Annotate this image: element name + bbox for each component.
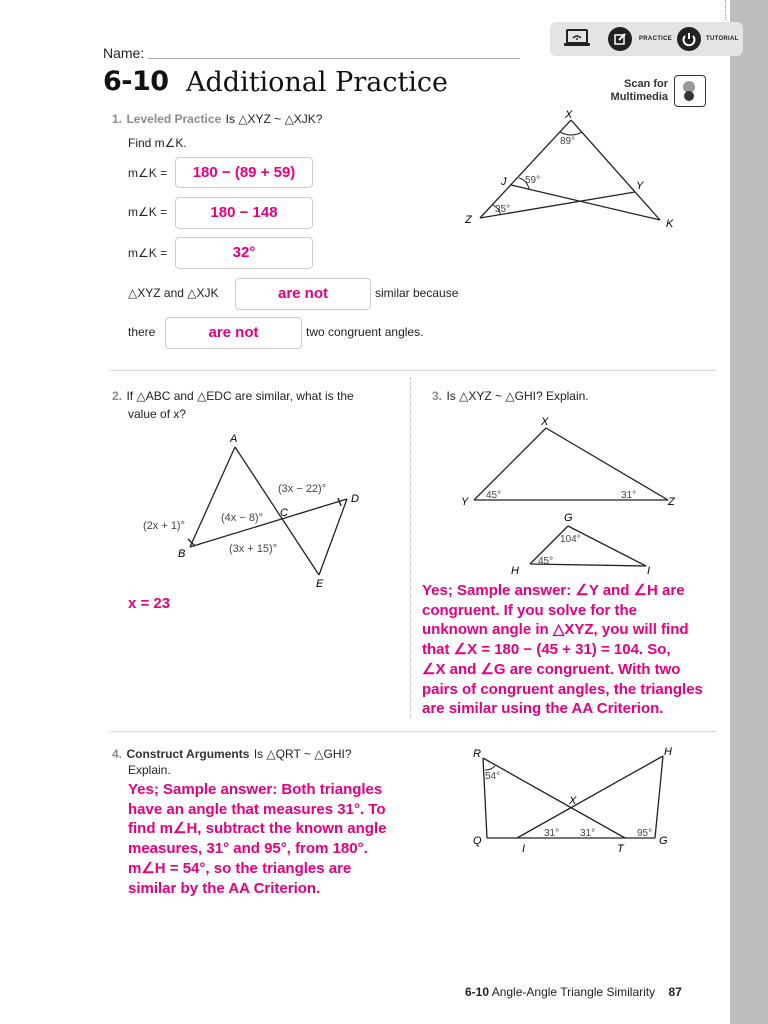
q3-label-i: I <box>647 565 651 577</box>
q3-answer-line-5: ∠X and ∠G are congruent. With two <box>422 660 681 678</box>
q3-prompt <box>432 387 589 405</box>
page-footer <box>465 985 682 999</box>
q2-answer: x = 23 <box>128 595 171 612</box>
q4-answer-line-6: similar by the AA Criterion. <box>128 879 321 897</box>
q4-prompt-text: Is △QRT ~ △GHI? <box>253 747 352 761</box>
q1-find: Find m∠K. <box>128 136 187 150</box>
q4-number: 4. <box>112 747 123 761</box>
q4-answer <box>128 780 428 898</box>
q2-prompt-line1: If △ABC and △EDC are similar, what is the <box>126 389 354 403</box>
q3-answer <box>422 581 727 719</box>
q3-answer-line-2: congruent. If you solve for the <box>422 601 638 619</box>
q3-answer-line-1: Yes; Sample answer: ∠Y and ∠H are <box>422 582 685 599</box>
q3-label-g: G <box>564 512 573 524</box>
q2-label-d: D <box>351 493 359 505</box>
q4-label-g: G <box>659 835 668 847</box>
q4-figure <box>465 740 695 860</box>
q1-sentence2-answer[interactable]: are not <box>165 317 302 349</box>
q4-label-t: T <box>617 843 624 855</box>
q1-sentence1-answer[interactable]: are not <box>235 278 371 310</box>
practice-pencil-icon[interactable] <box>608 27 632 51</box>
divider-2 <box>110 731 715 732</box>
q1-sentence1-post: similar because <box>375 286 459 300</box>
q3-label-x: X <box>541 416 549 428</box>
q3-label-h: H <box>511 565 519 577</box>
scan-line-1: Scan for <box>623 78 668 90</box>
q1-label-x: X <box>565 109 573 121</box>
q2-expr-4x-8: (4x − 8)° <box>221 512 263 524</box>
q1-sentence2-post: two congruent angles. <box>306 325 424 339</box>
name-line[interactable] <box>148 58 520 59</box>
tutorial-power-icon[interactable] <box>677 27 701 51</box>
q3-label-z: Z <box>668 496 675 508</box>
q2-expr-2x+1: (2x + 1)° <box>143 520 185 532</box>
q3-figure <box>440 410 700 580</box>
page-edge <box>730 0 768 1024</box>
q2-prompt <box>112 387 402 423</box>
scan-line-2: Multimedia <box>610 91 668 103</box>
footer-lesson: 6-10 <box>465 985 490 999</box>
q1-row-label-2: m∠K = <box>128 205 168 219</box>
q4-angle-95: 95° <box>637 828 653 839</box>
lesson-number: 6-10 <box>103 66 169 97</box>
q1-answer-1[interactable]: 180 − (89 + 59) <box>175 157 313 188</box>
q2-prompt-line2: value of x? <box>128 407 187 421</box>
q3-number: 3. <box>432 389 443 403</box>
q1-figure <box>455 100 695 235</box>
q1-lead: Leveled Practice <box>126 112 222 126</box>
q4-answer-line-5: m∠H = 54°, so the triangles are <box>128 859 352 877</box>
divider-vertical <box>410 378 411 718</box>
q2-expr-3x-22: (3x − 22)° <box>278 483 327 495</box>
q2-label-a: A <box>230 433 238 445</box>
q2-label-e: E <box>316 578 324 590</box>
q3-answer-line-3: unknown angle in △XYZ, you will find <box>422 621 689 639</box>
q4-label-r: R <box>473 748 481 760</box>
q1-sentence2-pre: there <box>128 325 156 339</box>
q4-angle-54: 54° <box>485 771 501 782</box>
q1-label-k: K <box>666 218 674 230</box>
q3-answer-line-7: are similar using the AA Criterion. <box>422 700 664 718</box>
tutorial-label[interactable]: TUTORIAL <box>706 36 739 42</box>
q3-angle-45b: 45° <box>538 556 554 567</box>
q1-row-label-3: m∠K = <box>128 246 168 260</box>
q1-sentence1-pre: △XYZ and △XJK <box>128 286 219 300</box>
q3-angle-31: 31° <box>621 490 637 501</box>
q3-prompt-text: Is △XYZ ~ △GHI? Explain. <box>446 389 589 403</box>
q4-label-x: X <box>569 795 577 807</box>
q4-explain: Explain. <box>128 763 171 777</box>
q4-prompt <box>112 746 352 778</box>
q1-arc-x <box>560 132 582 135</box>
q1-answer-3[interactable]: 32° <box>175 237 313 269</box>
q1-answer-2[interactable]: 180 − 148 <box>175 197 313 229</box>
q4-angle-31a: 31° <box>544 828 560 839</box>
q4-answer-line-1: Yes; Sample answer: Both triangles <box>128 781 383 798</box>
q4-angle-31b: 31° <box>580 828 596 839</box>
q4-label-h: H <box>664 746 672 758</box>
q1-label-j: J <box>501 176 507 188</box>
q1-label-z: Z <box>465 214 472 226</box>
q1-heading <box>112 110 322 128</box>
name-label: Name: <box>103 45 145 61</box>
q3-angle-104: 104° <box>560 534 581 545</box>
q4-lead: Construct Arguments <box>126 747 250 761</box>
q2-expr-3x+15: (3x + 15)° <box>229 543 278 555</box>
page-edge-marker <box>725 0 728 20</box>
q3-angle-45a: 45° <box>486 490 502 501</box>
q2-number: 2. <box>112 389 123 403</box>
q4-answer-line-2: have an angle that measures 31°. To <box>128 800 386 818</box>
q2-label-c: C <box>280 507 288 519</box>
q1-label-y: Y <box>636 180 644 192</box>
divider-1 <box>110 370 715 371</box>
q1-row-label-1: m∠K = <box>128 166 168 180</box>
q4-answer-line-4: measures, 31° and 95°, from 180°. <box>128 840 368 858</box>
q3-label-y: Y <box>461 496 469 508</box>
practice-label[interactable]: PRACTICE <box>639 36 673 42</box>
laptop-icon[interactable] <box>563 28 591 48</box>
lesson-title: Additional Practice <box>186 67 449 98</box>
q4-label-i: I <box>522 843 526 855</box>
q1-angle-59: 59° <box>525 175 541 186</box>
q2-label-b: B <box>178 548 186 560</box>
q1-prompt: Is △XYZ ~ △XJK? <box>225 112 323 126</box>
q4-answer-line-3: find m∠H, subtract the known angle <box>128 820 387 838</box>
q1-angle-35: 35° <box>495 204 511 215</box>
q3-answer-line-4: that ∠X = 180 − (45 + 31) = 104. So, <box>422 641 671 659</box>
q1-angle-89: 89° <box>560 136 576 147</box>
q1-number: 1. <box>112 112 123 126</box>
q3-answer-line-6: pairs of congruent angles, the triangles <box>422 680 703 698</box>
footer-title: Angle-Angle Triangle Similarity <box>491 985 656 999</box>
q2-figure <box>135 425 375 595</box>
page-number: 87 <box>668 985 682 999</box>
q4-label-q: Q <box>473 835 482 847</box>
